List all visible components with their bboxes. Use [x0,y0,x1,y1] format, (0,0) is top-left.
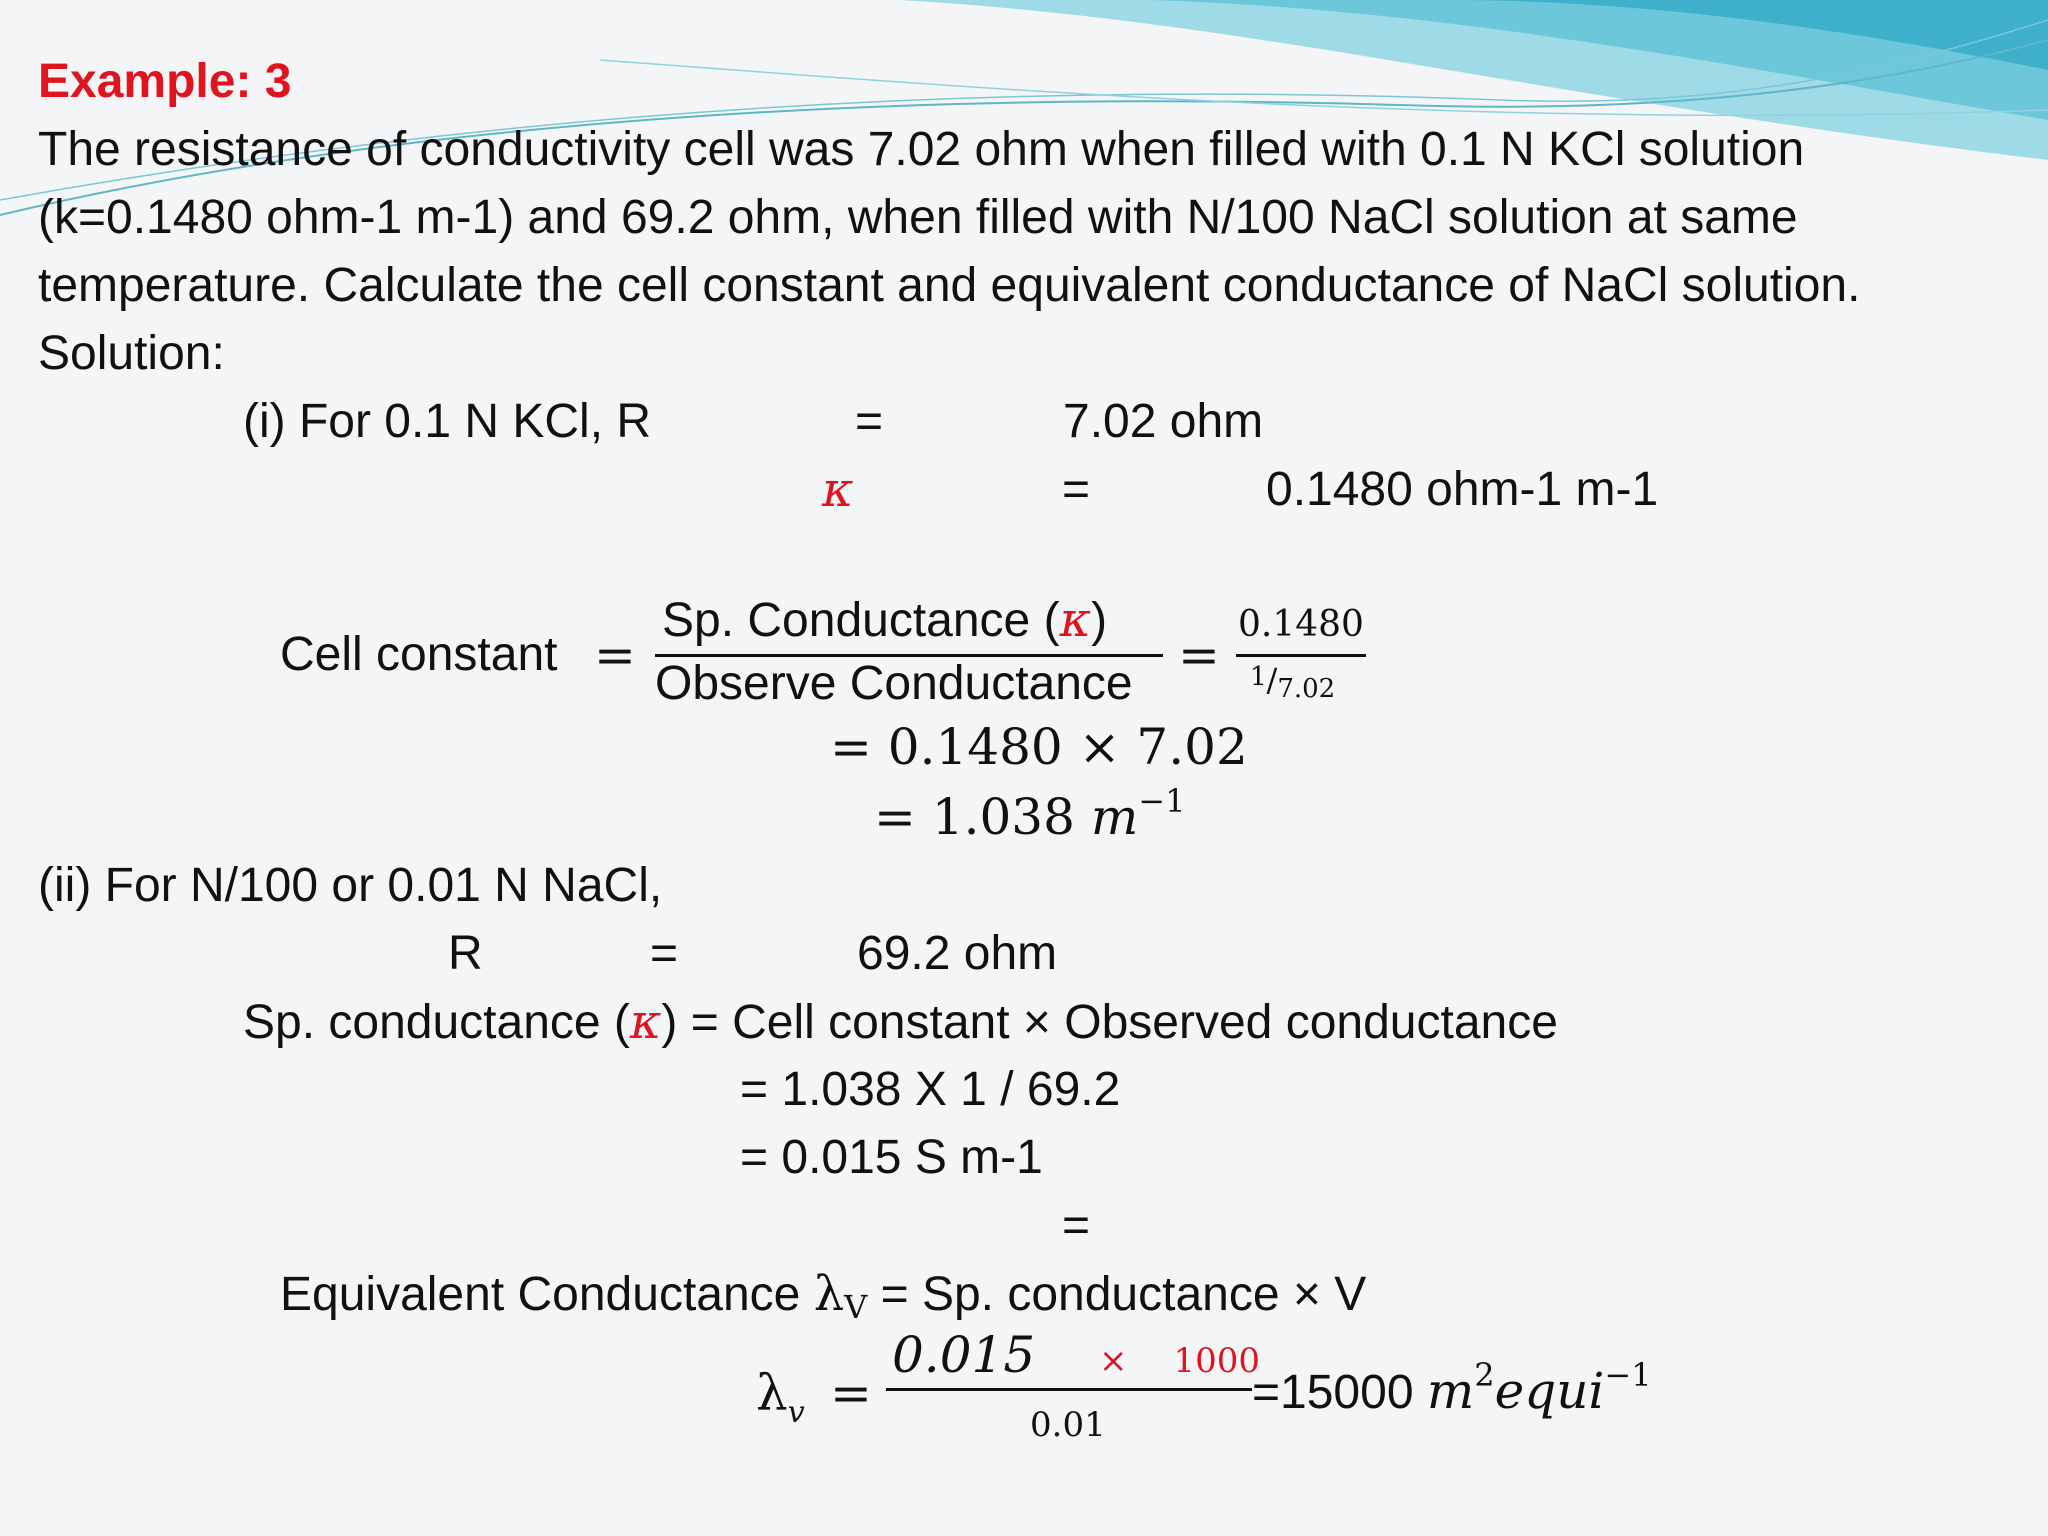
formula-numerator [892,1326,1260,1384]
sp-conductance-step-2: = 1.038 X 1 / 69.2 [740,1063,1121,1116]
formula-equals: = [830,1364,872,1422]
formula-result [1252,1356,1652,1420]
formula-lambda-subscript: v [787,1395,805,1430]
sp-conductance-kappa: κ [629,994,662,1050]
cell-constant-result-unit: m [1090,788,1139,846]
fraction-bar-3 [886,1388,1252,1391]
part2-sp-conductance-line [243,994,1558,1050]
equivalent-formula: = Sp. conductance × V [867,1268,1367,1321]
example-title: Example: 3 [38,55,292,108]
part2-r-equals: = [650,927,679,980]
cell-constant-label: Cell constant [280,628,558,681]
fraction-denominator: Observe Conductance [655,657,1133,710]
equivalent-label: Equivalent Conductance [280,1268,814,1321]
part1-label: (i) For 0.1 N KCl, R [243,395,652,448]
formula-result-equi: equi [1494,1362,1605,1420]
cell-constant-result-value: = 1.038 [874,788,1091,846]
part2-r-value: 69.2 ohm [857,927,1058,980]
numerator-kappa: κ [1059,592,1092,648]
cell-constant-result-exponent: −1 [1138,782,1186,820]
formula-multiplier: 1000 [1173,1341,1260,1381]
cell-constant-equals-2: = [1178,626,1220,684]
part1-kappa-symbol: κ [822,462,854,518]
fraction2-den-slash: / [1266,661,1278,699]
formula-lambda [756,1364,805,1430]
part2-r-label: R [448,927,483,980]
formula-result-m: m [1426,1362,1475,1420]
solution-label: Solution: [38,327,225,380]
part1-equals-1: = [855,395,884,448]
numerator-close: ) [1091,594,1108,647]
equivalent-lambda: λ [813,1266,845,1322]
formula-lambda-symbol: λ [756,1364,788,1422]
formula-result-exp2: 2 [1474,1356,1495,1394]
equivalent-conductance-line [280,1266,1367,1326]
fraction-bar-2 [1236,654,1366,657]
part2-label: (ii) For N/100 or 0.01 N NaCl, [38,859,663,912]
formula-result-value: =15000 [1252,1366,1427,1419]
cell-constant-equals: = [594,626,636,684]
part1-equals-2: = [1062,463,1091,516]
part1-r-value: 7.02 ohm [1063,395,1264,448]
formula-numerator-value: 0.015 [892,1326,1036,1384]
problem-line-3: temperature. Calculate the cell constant and equivalent conductance of NaCl solution. [38,259,1861,312]
formula-denominator: 0.01 [1030,1405,1106,1445]
problem-line-1: The resistance of conductivity cell was 7.02 ohm when filled with 0.1 N KCl solution [38,123,1805,176]
formula-times: × [1099,1341,1128,1381]
problem-line-2: (k=0.1480 ohm-1 m-1) and 69.2 ohm, when filled with N/100 NaCl solution at same [38,191,1798,244]
fraction2-denominator [1250,661,1336,704]
sp-conductance-label: Sp. conductance ( [243,996,630,1049]
sp-conductance-step-3: = 0.015 S m-1 [740,1131,1043,1184]
numerator-text: Sp. Conductance ( [662,594,1060,647]
formula-result-exponent: −1 [1604,1356,1652,1394]
fraction2-den-value: 7.02 [1277,674,1336,704]
fraction-numerator [662,592,1108,648]
sp-conductance-formula: ) = Cell constant × Observed conductance [661,996,1558,1049]
cell-constant-result [874,782,1186,846]
fraction2-den-one: 1 [1250,662,1267,692]
sp-conductance-step-4: = [1062,1199,1091,1252]
equivalent-lambda-subscript: V [844,1288,868,1326]
fraction2-numerator: 0.1480 [1238,604,1364,645]
part1-kappa-value: 0.1480 ohm-1 m-1 [1266,463,1659,516]
cell-constant-step-2: = 0.1480 × 7.02 [830,718,1248,776]
